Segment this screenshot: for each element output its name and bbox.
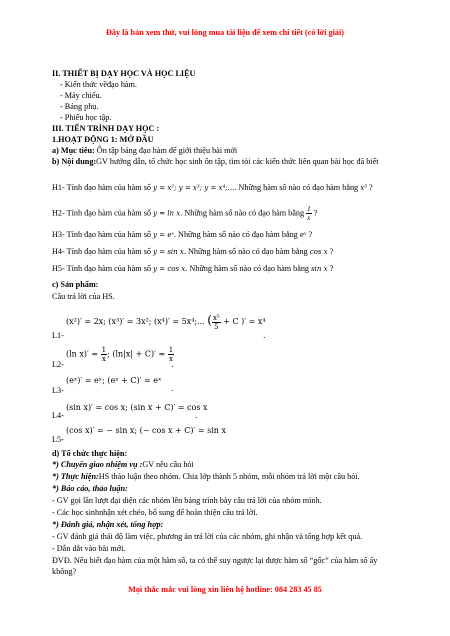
math-function: y = cos x [153, 265, 186, 273]
product-label: c) Sản phẩm: [52, 280, 99, 289]
answer-l4-equation: (sin x)′ = cos x; (sin x + C)′ = cos x [66, 403, 208, 412]
section2-item: - Kiến thức vềđạo hàm. [60, 80, 137, 89]
answer-l3-label: L3- [52, 386, 64, 395]
answer-l2-label: L2- [52, 360, 64, 369]
organize-step: *) Đánh giá, nhận xét, tổng hợp: [52, 520, 164, 529]
content-text: GV hướng dẫn, tổ chức học sinh ôn tập, tìm tòi các kiến thức liên quan bài học đã biết [96, 157, 379, 166]
section2-item: - Bảng phụ. [60, 102, 99, 111]
section2-item: - Máy chiếu. [60, 91, 102, 100]
math-function: y = ln x [153, 209, 181, 218]
goal-label: a) Mục tiêu: [52, 146, 95, 155]
organize-step: - Dẫn dắt vào bài mới. [52, 544, 126, 553]
organize-step: ĐVĐ. Nếu biết đạo hàm của một hàm số, ta có thể suy ngược lại được hàm số “gốc” của hàm số ấy [52, 556, 378, 565]
content-line [52, 157, 379, 167]
goal-line [52, 146, 237, 156]
goal-text: Ôn tập bảng đạo hàm để giới thiệu bài mới [94, 146, 238, 155]
math-target: x³ [360, 184, 367, 192]
question-h3: H3- Tính đạo hàm của hàm số y = eˣ. Những hàm số nào có đạo hàm bằng eˣ ? [52, 230, 313, 239]
activity-title: 1.HOẠT ĐỘNG 1: MỞ ĐẦU [52, 135, 154, 144]
answer-l1-label: L1- [52, 331, 64, 340]
organize-step: - GV gọi lần lượt đại diện các nhóm lên bảng trình bày câu trả lời của nhóm mình. [52, 496, 322, 505]
content-label: b) Nội dung: [52, 157, 97, 166]
organize-step: - Các học sinhnhận xét chéo, bổ sung để hoàn thiện câu trả lời. [52, 508, 258, 517]
organize-step: không? [52, 567, 77, 576]
section3-title: III. TIẾN TRÌNH DẠY HỌC : [52, 124, 160, 133]
answer-l3-equation: (eˣ)′ = eˣ; (eˣ + C)′ = eˣ [66, 376, 162, 385]
math-function: y = x²; y = x³; y = x⁴;... [153, 184, 235, 192]
question-h2: H2- Tính đạo hàm của hàm số y = ln x. Những hàm số nào có đạo hàm bằng $\frac{1}{x}$ ? [52, 205, 318, 222]
answer-l4-label: L4- [52, 411, 64, 420]
math-function: y = sin x [153, 248, 184, 256]
section2-item: - Phiếu học tập. [60, 113, 112, 122]
organize-step: - GV đánh giá thái độ làm việc, phương án trả lời của các nhóm, ghi nhận và tổng hợp kết quả. [52, 532, 363, 541]
header-banner: Đây là bản xem thử, vui lòng mua tài liệu để xem chi tiết (có lời giải) [105, 28, 344, 37]
math-target: eˣ [299, 231, 307, 239]
math-target: sin x [311, 265, 328, 273]
question-h4: H4- Tính đạo hàm của hàm số y = sin x. Những hàm số nào có đạo hàm bằng cos x ? [52, 247, 334, 256]
math-function: y = eˣ [153, 231, 174, 239]
organize-step: *) Báo cáo, thảo luận: [52, 484, 128, 493]
question-h5: H5- Tính đạo hàm của hàm số y = cos x. Những hàm số nào có đạo hàm bằng sin x ? [52, 264, 334, 273]
answer-l2-equation: (ln x)′ = $\frac{1}{x}$ ; (ln|x| + C)′ = $\frac{1}{x}$ [66, 346, 174, 363]
math-fraction: $\frac{1}{x}$ [307, 205, 311, 222]
question-h1: H1- Tính đạo hàm của hàm số y = x²; y = x³; y = x⁴;.... Những hàm số nào có đạo hàm bằng x³ ? [52, 183, 373, 192]
answer-l5-label: L5- [52, 435, 64, 444]
organize-label: d) Tổ chức thực hiện: [52, 449, 128, 458]
document-page: Đây là bản xem thử, vui lòng mua tài liệu để xem chi tiết (có lời giải) II. THIẾT BỊ DẠY HỌC VÀ HỌC LIỆU - Kiến thức vềđạo hàm. - Máy chiếu. - Bảng phụ. - Phiếu học tập. III. TIẾN TRÌNH DẠY HỌC : 1.HOẠT ĐỘNG 1: MỞ ĐẦU a) Mục tiêu: Ôn tập bảng đạo hàm để giới thiệu bài mới b) Nội dung:GV hướng dẫn, tổ chức học sinh ôn tập, tìm tòi các kiến thức liên quan bài học đã biết H1- Tính đạo hàm của hàm số y = x²; y = x³; y = x⁴;.... Những hàm số nào có đạo hàm bằng x³ ? H2- Tính đạo hàm của hàm số y = ln x. Những hàm số nào có đạo hàm bằng $\frac{1}{x}$ ? H3- Tính đạo hàm của hàm số y = eˣ. Những hàm số nào có đạo hàm bằng eˣ ? H4- Tính đạo hàm của hàm số y = sin x. Những hàm số nào có đạo hàm bằng cos x ? H5- Tính đạo hàm của hàm số y = cos x. Những hàm số nào có đạo hàm bằng sin x ? c) Sản phẩm: Câu trả lời của HS. (x²)′ = 2x; (x³)′ = 3x²; (x⁴)′ = 5x⁴;... ( $\frac{\text{x⁵}}{5}$ + C )′ = x⁴ L1- . (ln x)′ = $\frac{1}{x}$ ; (ln|x| + C)′ = $\frac{1}{x}$ L2- . (eˣ)′ = eˣ; (eˣ + C)′ = eˣ L3- . (sin x)′ = cos x; (sin x + C)′ = cos x L4- . (cos x)′ = − sin x; (− cos x + C)′ = sin x L5- d) Tổ chức thực hiện: *) Chuyển giao nhiệm vụ :GV nêu câu hỏi *) Thực hiện:HS thảo luận theo nhóm. Chia lớp thành 5 nhóm, mỗi nhóm trả lời một câu hỏi. *) Báo cáo, thảo luận: - GV gọi lần lượt đại diện các nhóm lên bảng trình bày câu trả lời của nhóm mình. - Các học sinhnhận xét chéo, bổ sung để hoàn thiện câu trả lời. *) Đánh giá, nhận xét, tổng hợp: - GV đánh giá thái độ làm việc, phương án trả lời của các nhóm, ghi nhận và tổng hợp kết quả. - Dẫn dắt vào bài mới. ĐVĐ. Nếu biết đạo hàm của một hàm số, ta có thể suy ngược lại được hàm số “gốc” của hàm số ấy không? Mọi thắc mắc vui lòng xin liên hệ hotline: 084 283 45 85 [0, 0, 450, 636]
answer-l1-equation: (x²)′ = 2x; (x³)′ = 3x²; (x⁴)′ = 5x⁴;... ( $\frac{\text{x⁵}}{5}$ + C )′ = x⁴ [66, 313, 266, 331]
organize-step: *) Chuyển giao nhiệm vụ :GV nêu câu hỏi [52, 460, 194, 469]
product-intro: Câu trả lời của HS. [52, 292, 115, 301]
footer-banner: Mọi thắc mắc vui lòng xin liên hệ hotline: 084 283 45 85 [128, 585, 322, 594]
organize-step: *) Thực hiện:HS thảo luận theo nhóm. Chia lớp thành 5 nhóm, mỗi nhóm trả lời một câu hỏi. [52, 472, 360, 481]
section2-title: II. THIẾT BỊ DẠY HỌC VÀ HỌC LIỆU [52, 69, 196, 78]
answer-l5-equation: (cos x)′ = − sin x; (− cos x + C)′ = sin x [66, 426, 226, 435]
math-target: cos x [309, 248, 328, 256]
